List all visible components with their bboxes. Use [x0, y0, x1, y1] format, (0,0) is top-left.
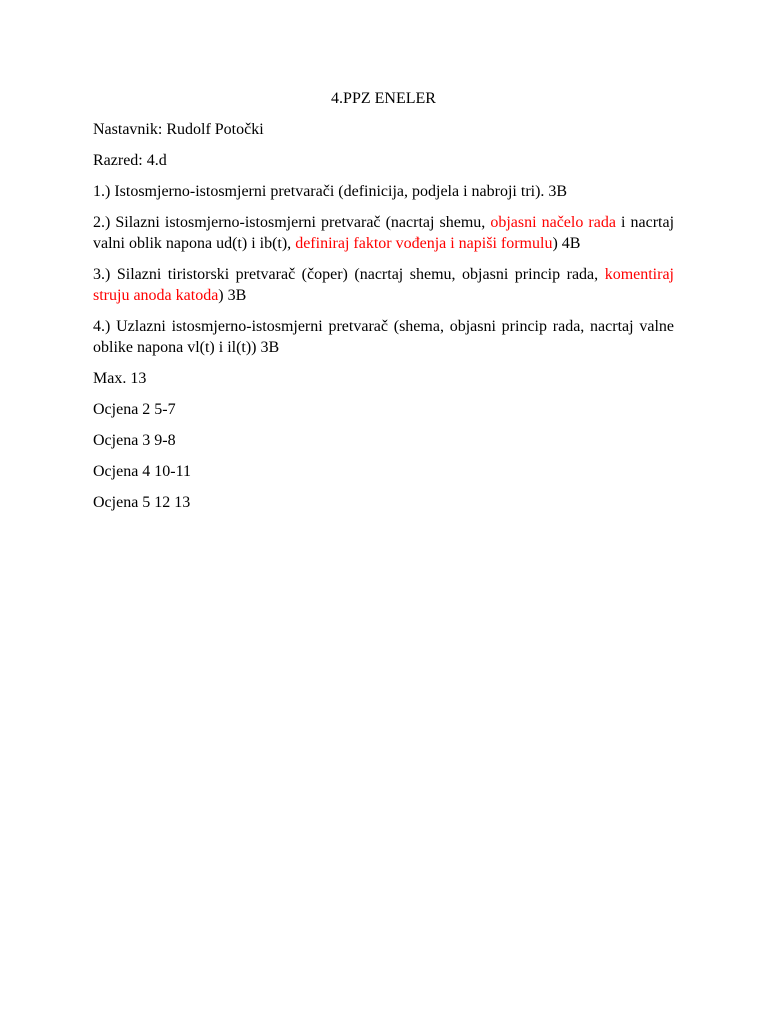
grade-line: Ocjena 3 9-8 [93, 432, 176, 449]
question-3-text-b: ) 3B [218, 287, 247, 304]
question-4 [93, 316, 674, 358]
question-2-text-a: 2.) Silazni istosmjerno-istosmjerni pretvarač (nacrtaj shemu, [93, 214, 491, 231]
question-2-highlight-a: objasni načelo rada [490, 214, 616, 231]
document-title: 4.PPZ ENELER [331, 90, 436, 107]
document-page [93, 88, 674, 523]
grade-line: Ocjena 2 5-7 [93, 401, 176, 418]
max-points: Max. 13 [93, 370, 147, 387]
question-4-text: 4.) Uzlazni istosmjerno-istosmjerni pretvarač (shema, objasni princip rada, nacrtaj valne oblike napona vl(t) i il(t)) 3B [93, 318, 674, 356]
question-2 [93, 212, 674, 254]
question-2-text-b: i nacrtaj valni oblik napona ud(t) i ib(t), [93, 214, 675, 252]
grade-line: Ocjena 5 12 13 [93, 494, 191, 511]
grade-line: Ocjena 4 10-11 [93, 463, 192, 480]
teacher-line: Nastavnik: Rudolf Potočki [93, 121, 264, 138]
question-1-text: 1.) Istosmjerno-istosmjerni pretvarači (definicija, podjela i nabroji tri). 3B [93, 183, 568, 200]
class-line: Razred: 4.d [93, 152, 167, 169]
question-3-highlight: komentiraj struju anoda katoda [93, 266, 674, 304]
question-1 [93, 181, 674, 202]
question-3 [93, 264, 674, 306]
question-2-highlight-b: definiraj faktor vođenja i napiši formulu [295, 235, 553, 252]
question-2-text-c: ) 4B [552, 235, 581, 252]
question-3-text-a: 3.) Silazni tiristorski pretvarač (čoper) (nacrtaj shemu, objasni princip rada, [93, 266, 605, 283]
